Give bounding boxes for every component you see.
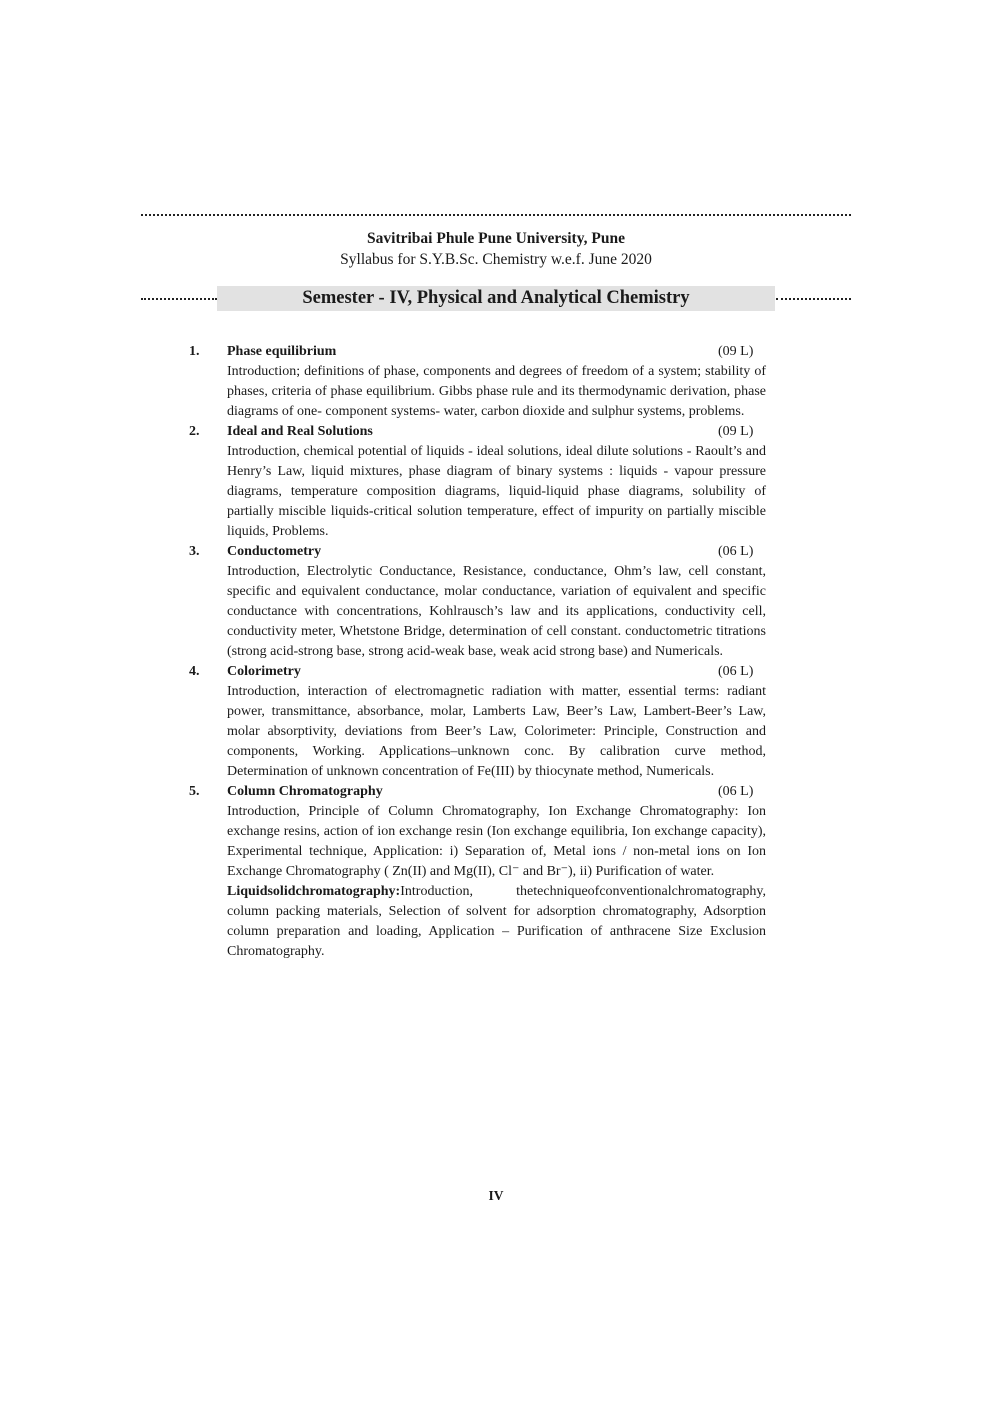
unit-hours: (09 L) [718,424,754,439]
liquid-solid-chromatography-paragraph [227,882,766,962]
unit-4 [0,662,992,782]
unit-3 [0,542,992,662]
unit-2 [0,422,992,542]
unit-description [227,562,766,662]
unit-hours: (06 L) [718,784,754,799]
unit-number: 4. [189,664,200,679]
unit-number: 1. [189,344,200,359]
unit-title: Phase equilibrium [227,344,337,359]
unit-description-text: Introduction, chemical potential of liquids - ideal solutions, ideal dilute solutions - Raoult’s and Henry’s Law, liquid mixtures, phase diagram of binary systems : liquids - vapour pressure diagrams, temperature composition diagrams, liquid-liquid phase diagrams, solubility of partially miscible liquids-critical solution temperature, effect of impurity on partially miscible liquids, Problems. [227,444,766,539]
unit-description [227,362,766,422]
unit-hours: (06 L) [718,664,754,679]
unit-description [227,442,766,542]
unit-header [0,662,992,682]
unit-title: Colorimetry [227,664,301,679]
unit-number: 3. [189,544,200,559]
unit-description [227,682,766,782]
unit-1 [0,342,992,422]
unit-hours: (09 L) [718,344,754,359]
unit-description [227,802,766,962]
unit-header [0,342,992,362]
unit-title: Column Chromatography [227,784,383,799]
semester-title: Semester - IV, Physical and Analytical Chemistry [217,286,775,311]
unit-description-text: Introduction, Electrolytic Conductance, Resistance, conductance, Ohm’s law, cell constant, specific and equivalent conductance, molar conductance, variation of equivalent and specific conductance with concentrations, Kohlrausch’s law and its applications, conductivity cell, conductivity meter, Whetstone Bridge, determination of cell constant. conductometric titrations (strong acid-strong base, strong acid-weak base, weak acid strong base) and Numericals. [227,564,766,659]
unit-header [0,542,992,562]
unit-number: 2. [189,424,200,439]
unit-title: Ideal and Real Solutions [227,424,373,439]
unit-header [0,422,992,442]
unit-number: 5. [189,784,200,799]
unit-header [0,782,992,802]
subtopic-label: Liquidsolidchromatography: [227,884,401,899]
syllabus-subtitle: Syllabus for S.Y.B.Sc. Chemistry w.e.f. June 2020 [340,251,652,268]
unit-title: Conductometry [227,544,322,559]
unit-description-text: Introduction; definitions of phase, components and degrees of freedom of a system; stability of phases, criteria of phase equilibrium. Gibbs phase rule and its thermodynamic derivation, phase diagrams of one- component systems- water, carbon dioxide and sulphur systems, problems. [227,364,766,419]
subtopic-text: Introduction, thetechniqueofconventionalchromatography, column packing materials, Selection of solvent for adsorption chromatography, Adsorption column preparation and loading, Application – Purification of anthracene Size Exclusion Chromatography. [227,884,766,959]
unit-hours: (06 L) [718,544,754,559]
semester-rule-left [141,298,217,300]
unit-description-text: Introduction, interaction of electromagnetic radiation with matter, essential terms: radiant power, transmittance, absorbance, molar, Lamberts Law, Beer’s Law, Lambert-Beer’s Law, molar absorptivity, deviations from Beer’s Law, Colorimeter: Principle, Construction and components, Working. Applications–unknown conc. By calibration curve method, Determination of unknown concentration of Fe(III) by thiocynate method, Numericals. [227,684,766,779]
top-dotted-rule [141,214,851,216]
university-name: Savitribai Phule Pune University, Pune [367,230,625,247]
page-number: IV [488,1188,504,1203]
unit-description-text: Introduction, Principle of Column Chromatography, Ion Exchange Chromatography: Ion exchange resins, action of ion exchange resin (Ion exchange equilibria, Ion exchange capacity), Experimental technique, Application: i) Separation of, Metal ions / non-metal ions on Ion Exchange Chromatography ( Zn(II) and Mg(II), Cl⁻ and Br⁻), ii) Purification of water. [227,804,766,879]
unit-5 [0,782,992,962]
semester-rule-right [776,298,851,300]
unit-list [0,342,992,962]
